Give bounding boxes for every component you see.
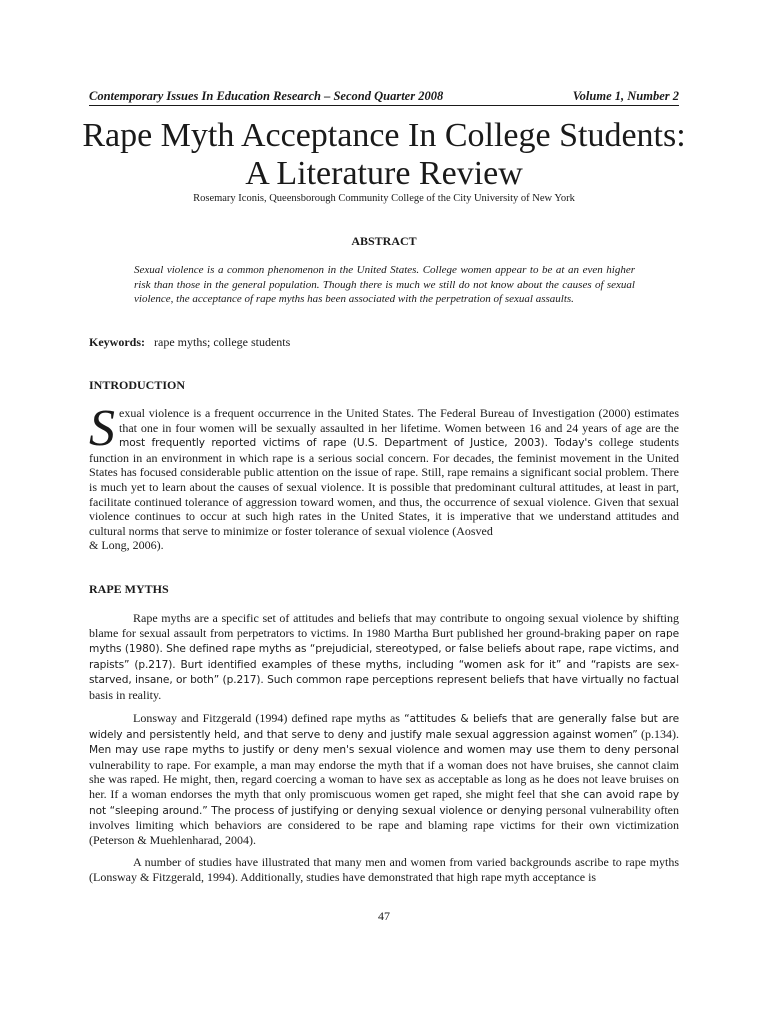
- keywords-value: rape myths; college students: [154, 335, 291, 349]
- rape-myths-paragraph-3: A number of studies have illustrated that many men and women from varied backgrounds ascribe to rape myths (Lonsway & Fitzgerald, 1994). Additionally, studies have demonstrated that high rape myth acceptance is: [89, 855, 679, 884]
- rape-myths-heading: RAPE MYTHS: [89, 582, 169, 596]
- rape-myths-paragraph-2: Lonsway and Fitzgerald (1994) defined rape myths as “attitudes & beliefs that are generally false but are widely and persistently held, and that serve to deny and justify male sexual aggression against women” (p.134). Men may use rape myths to justify or deny men's sexual violence and women may use them to deny personal vulnerability to rape. For example, a man may endorse the myth that if a woman does not have bruises, she cannot claim she was raped. He might, then, regard coercing a woman to have sex as acceptable as long as he does not leave bruises on her. If a woman endorses the myth that only promiscuous women get raped, she might feel that she can avoid rape by not “sleeping around.” The process of justifying or denying sexual violence or denying personal vulnerability often involves limiting which behaviors are considered to be rape and blaming rape victims for their own victimization (Peterson & Muehlenharad, 2004).: [89, 711, 679, 847]
- rape-myths-paragraph-1: Rape myths are a specific set of attitudes and beliefs that may contribute to ongoing sexual violence by shifting blame for sexual assault from perpetrators to victims. In 1980 Martha Burt published her ground-braking paper on rape myths (1980). She defined rape myths as “prejudicial, stereotyped, or false beliefs about rape, rape victims, and rapists” (p.217). Burt identified examples of these myths, including “women ask for it” and “rapists are sex-starved, insane, or both” (p.217). Such common rape perceptions represent beliefs that have virtually no factual basis in reality.: [89, 611, 679, 702]
- page-number: 47: [378, 909, 390, 923]
- running-header: [89, 89, 679, 106]
- author-affiliation: Rosemary Iconis, Queensborough Community College of the City University of New York: [193, 193, 575, 204]
- abstract-body: Sexual violence is a common phenomenon in the United States. College women appear to be at an even higher risk than those in the general population. Though there is much we still do not know about the causes of sexual violence, the acceptance of rape myths has been associated with the perpetration of sexual assaults.: [134, 264, 635, 306]
- title-line-2: A Literature Review: [245, 155, 523, 192]
- introduction-heading: INTRODUCTION: [89, 378, 186, 392]
- keywords-line: [89, 335, 679, 350]
- abstract-heading: ABSTRACT: [351, 234, 417, 248]
- article-title: [60, 117, 708, 193]
- volume-number: Volume 1, Number 2: [572, 89, 679, 103]
- title-line-1: Rape Myth Acceptance In College Students:: [82, 117, 686, 154]
- introduction-paragraph: Sexual violence is a frequent occurrence in the United States. The Federal Bureau of Investigation (2000) estimates that one in four women will be sexually assaulted in her lifetime. Women between 16 and 24 years of age are the most frequently reported victims of rape (U.S. Department of Justice, 2003). Today's college students function in an environment in which rape is a serious social concern. For decades, the feminist movement in the United States has focused considerable public attention on the issue of rape. Still, rape remains a significant social problem. There is much yet to learn about the causes of sexual violence. It is possible that predominant cultural attitudes, at least in part, facilitate continued tolerance of aggression toward women, and thus, the occurrence of sexual violence. Given that sexual violence continues to occur at such high rates in the United States, it is imperative that we understand attitudes and cultural norms that serve to minimize or foster tolerance of sexual violence (Aosved & Long, 2006).: [89, 400, 679, 553]
- drop-cap: S: [89, 400, 115, 457]
- journal-title: Contemporary Issues In Education Research – Second Quarter 2008: [89, 89, 444, 103]
- keywords-label: Keywords:: [89, 335, 145, 349]
